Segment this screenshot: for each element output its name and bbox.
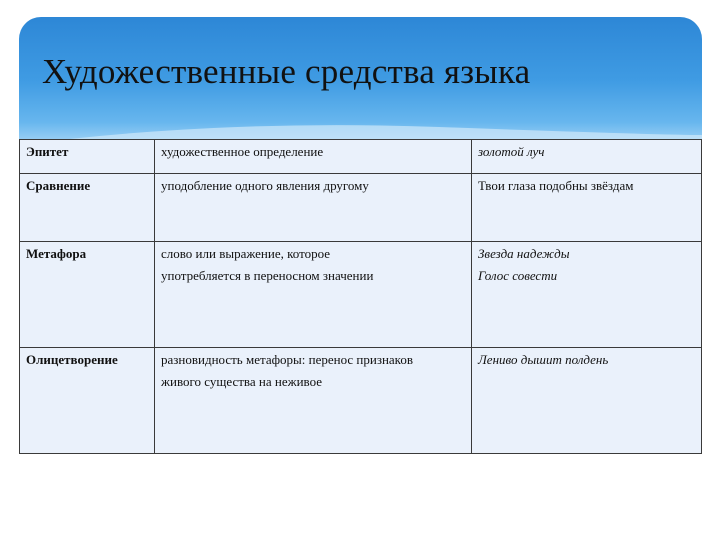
table-row-personification [20,348,702,454]
example-italic-text: подобны звёздам [539,178,634,193]
term-cell [20,348,155,454]
definition-text: уподобление одного явления другому [161,178,369,193]
example-text: золотой луч [478,144,545,159]
term-label: Сравнение [26,178,91,193]
term-label: Олицетворение [26,352,118,367]
definition-line: живого существа на неживое [161,374,323,389]
example-text: Лениво дышит полдень [478,352,609,367]
example-cell [472,348,702,454]
example-line: Голос совести [478,268,558,283]
example-cell [472,140,702,174]
term-label: Эпитет [26,144,69,159]
definition-line: употребляется в переносном значении [161,268,374,283]
term-cell [20,174,155,242]
term-cell [20,140,155,174]
definition-cell [155,242,472,348]
term-label: Метафора [26,246,87,261]
definition-cell [155,174,472,242]
example-plain-text: Твои глаза [478,178,540,193]
table-row-comparison [20,174,702,242]
definition-line: разновидность метафоры: перенос признаков [161,352,413,367]
definition-cell [155,348,472,454]
example-cell [472,174,702,242]
table-row-epithet [20,140,702,174]
definition-cell [155,140,472,174]
definition-line: слово или выражение, которое [161,246,331,261]
slide-title: Художественные средства языка [42,52,531,91]
example-line: Звезда надежды [478,246,570,261]
term-cell [20,242,155,348]
definition-text: художественное определение [161,144,324,159]
example-cell [472,242,702,348]
terms-table [19,139,702,454]
table-row-metaphor [20,242,702,348]
